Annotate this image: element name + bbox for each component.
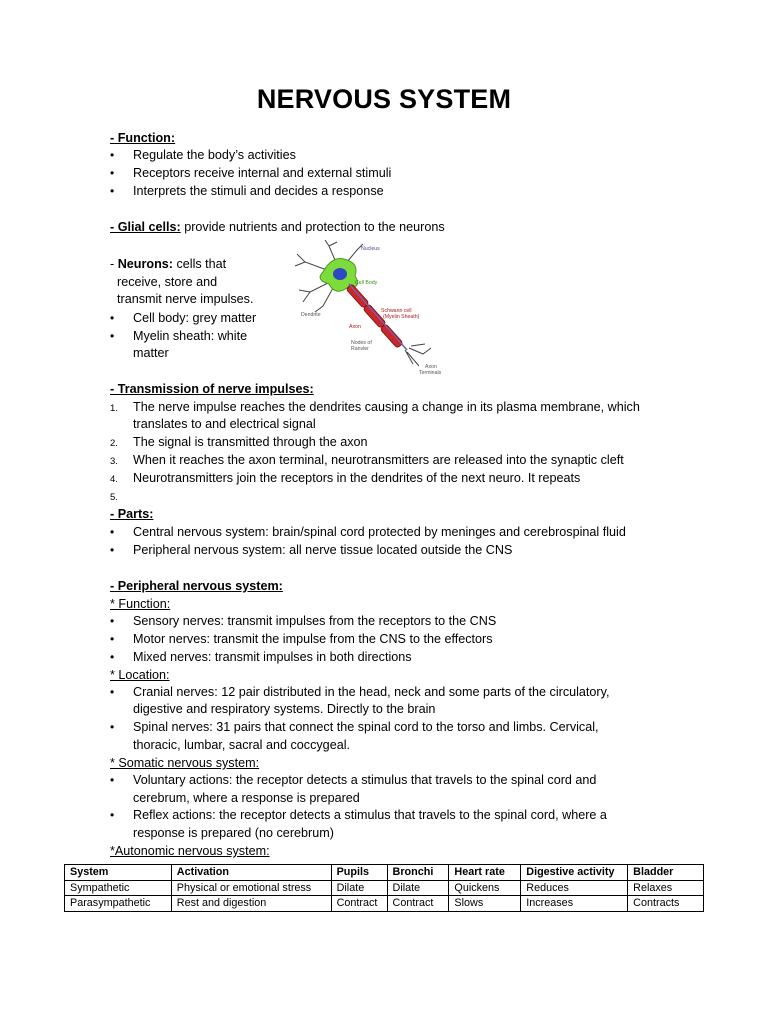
table-cell: Contract [331,896,387,912]
bullet-icon: • [110,773,115,787]
cranial-line-1: Cranial nerves: 12 pair distributed in the head, neck and some parts of the circulatory, [133,685,610,699]
table-cell: Physical or emotional stress [171,880,331,896]
bullet-icon: • [110,329,115,343]
label-nucleus: Nucleus [361,246,380,252]
label-terminal-1: Axon [425,364,437,370]
cranial-line-2: digestive and respiratory systems. Directly to the brain [133,702,436,716]
somatic-sublabel: * Somatic nervous system: [110,756,260,770]
neurons-item-3: matter [133,346,169,360]
header-bladder: Bladder [628,865,704,881]
parts-item-1: Central nervous system: brain/spinal cord protected by meninges and cerebrospinal fluid [133,525,626,539]
function-item-1: Regulate the body’s activities [133,148,296,162]
table-cell: Reduces [521,880,628,896]
bullet-icon: • [110,166,115,180]
table-cell: Dilate [387,880,449,896]
neurons-text-1: cells that [172,257,227,271]
neurons-prefix: - [110,257,118,271]
label-terminal-2: Terminals [419,370,442,376]
step-number: 3. [110,456,118,467]
label-nodes-1: Nodes of [351,340,372,346]
label-cell-body: Cell Body [355,280,378,286]
table-cell: Parasympathetic [65,896,172,912]
step-1-line-2: translates to and electrical signal [133,417,316,431]
table-cell: Sympathetic [65,880,172,896]
header-digestive-activity: Digestive activity [521,865,628,881]
pns-function-item-2: Motor nerves: transmit the impulse from the CNS to the effectors [133,632,493,646]
table-cell: Quickens [449,880,521,896]
spinal-line-1: Spinal nerves: 31 pairs that connect the spinal cord to the torso and limbs. Cervical, [133,720,599,734]
pns-function-item-1: Sensory nerves: transmit impulses from the receptors to the CNS [133,614,497,628]
step-number: 4. [110,474,118,485]
location-sublabel: * Location: [110,668,170,682]
step-4-line: Neurotransmitters join the receptors in the dendrites of the next neuro. It repeats [133,471,581,485]
label-axon: Axon [349,324,361,330]
peripheral-heading: - Peripheral nervous system: [110,579,283,593]
bullet-icon: • [110,808,115,822]
function-item-2: Receptors receive internal and external stimuli [133,166,392,180]
bullet-icon: • [110,311,115,325]
glial-label: - Glial cells: [110,220,181,234]
step-number: 5. [110,492,118,503]
voluntary-line-2: cerebrum, where a response is prepared [133,791,360,805]
table-cell: Relaxes [628,880,704,896]
table-cell: Dilate [331,880,387,896]
spinal-line-2: thoracic, lumbar, sacral and coccygeal. [133,738,350,752]
reflex-line-1: Reflex actions: the receptor detects a stimulus that travels to the spinal cord, where a [133,808,607,822]
table-cell: Contract [387,896,449,912]
bullet-icon: • [110,685,115,699]
table-row [65,896,704,912]
pns-function-item-3: Mixed nerves: transmit impulses in both directions [133,650,412,664]
step-1-line-1: The nerve impulse reaches the dendrites causing a change in its plasma membrane, which [133,400,640,414]
neurons-line-1 [110,256,226,274]
bullet-icon: • [110,720,115,734]
function-heading: - Function: [110,131,176,145]
table-row [65,880,704,896]
neurons-item-1: Cell body: grey matter [133,311,257,325]
neurons-item-2: Myelin sheath: white [133,329,248,343]
table-cell: Slows [449,896,521,912]
neuron-diagram [285,240,445,380]
label-nodes-2: Ranvier [351,346,369,352]
bullet-icon: • [110,632,115,646]
step-3-line: When it reaches the axon terminal, neurotransmitters are released into the synaptic cleft [133,453,624,467]
header-activation: Activation [171,865,331,881]
table-header-row [65,865,704,881]
reflex-line-2: response is prepared (no cerebrum) [133,826,334,840]
page-title: NERVOUS SYSTEM [256,84,512,114]
bullet-icon: • [110,184,115,198]
function-item-3: Interprets the stimuli and decides a response [133,184,384,198]
header-bronchi: Bronchi [387,865,449,881]
parts-heading: - Parts: [110,507,154,521]
bullet-icon: • [110,543,115,557]
label-schwann: Schwann cell [381,308,412,314]
bullet-icon: • [110,650,115,664]
table-cell: Rest and digestion [171,896,331,912]
neurons-line-3: transmit nerve impulses. [117,292,254,306]
neurons-label: Neurons: [117,257,173,271]
autonomic-table [64,864,704,912]
header-pupils: Pupils [331,865,387,881]
parts-item-2: Peripheral nervous system: all nerve tissue located outside the CNS [133,543,513,557]
voluntary-line-1: Voluntary actions: the receptor detects a stimulus that travels to the spinal cord and [133,773,597,787]
transmission-heading: - Transmission of nerve impulses: [110,382,314,396]
neurons-line-2: receive, store and [117,275,218,289]
step-number: 2. [110,438,118,449]
table-cell: Contracts [628,896,704,912]
glial-text: provide nutrients and protection to the neurons [180,220,445,234]
glial-line [110,219,445,237]
function-sublabel: * Function: [110,597,171,611]
header-heart-rate: Heart rate [449,865,521,881]
label-dendrite: Dendrite [301,312,321,318]
nucleus-shape [333,268,347,280]
step-number: 1. [110,403,118,414]
bullet-icon: • [110,525,115,539]
label-myelin: (Myelin Sheath) [383,314,420,320]
step-2-line: The signal is transmitted through the axon [133,435,368,449]
bullet-icon: • [110,614,115,628]
bullet-icon: • [110,148,115,162]
autonomic-sublabel: *Autonomic nervous system: [110,844,270,858]
table-cell: Increases [521,896,628,912]
header-system: System [65,865,172,881]
